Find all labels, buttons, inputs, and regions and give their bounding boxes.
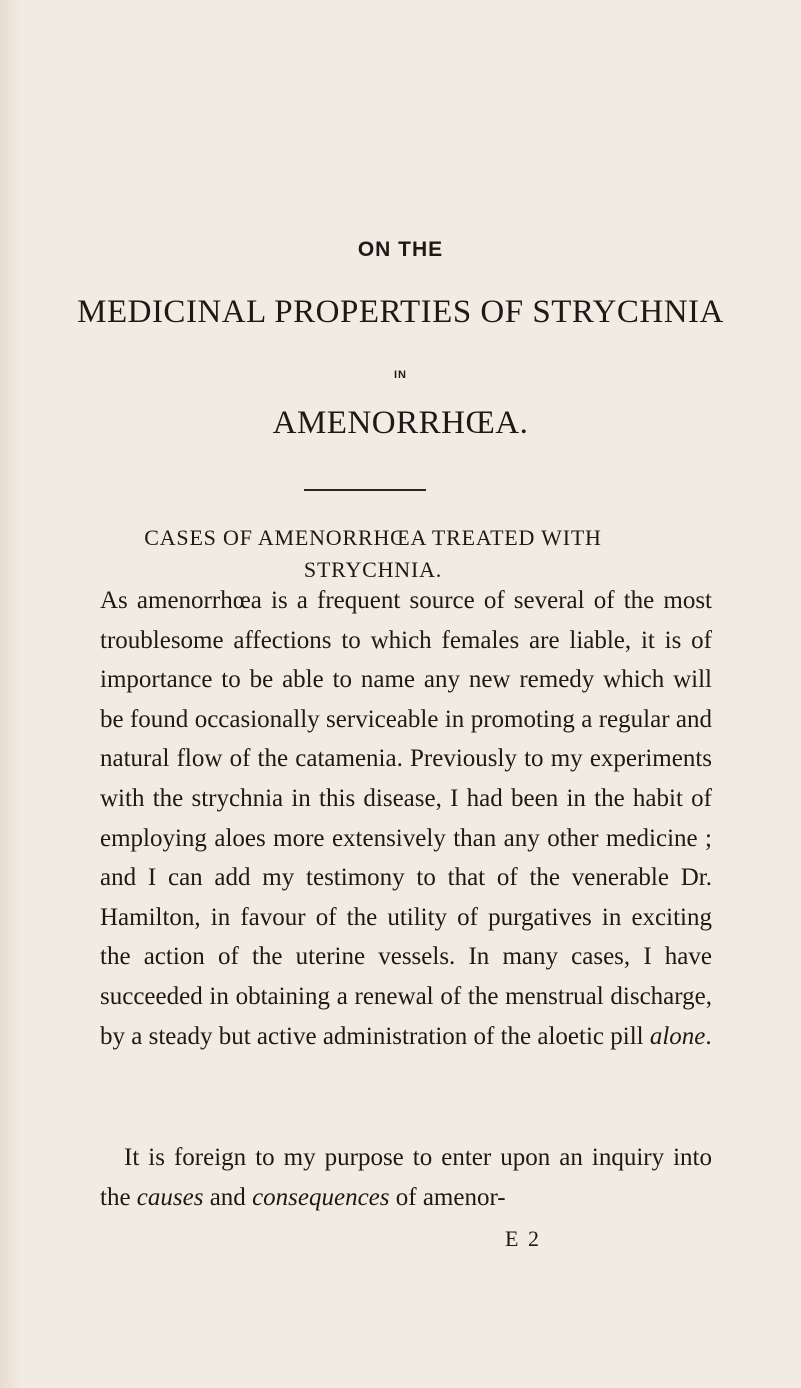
paragraph-2-text-2: and (203, 1183, 253, 1211)
paragraph-2-text-3: of amenor- (389, 1183, 506, 1211)
paragraph-1-italic-alone: alone (649, 1022, 706, 1050)
page-subtitle: AMENORRHŒA. (272, 405, 529, 441)
section-heading: CASES OF AMENORRHŒA TREATED WITH STRYCHNIA. (144, 525, 602, 582)
paragraph-2 (100, 1138, 712, 1217)
page-edge-shadow (0, 0, 22, 1388)
paragraph-1-text: As amenorrhœa is a frequent source of several of the most troublesome affections to which females are liable, it is of importance to be able to name any new remedy which will be found occasionally serviceable in promoting a regular and natural flow of the catamenia. Previously to my experiments with the strychnia in this disease, I had been in the habit of employing aloes more extensively than any other medicine ; and I can add my testimony to that of the venerable Dr. Hamilton, in favour of the utility of purgatives in exciting the action of the uterine vessels. In many cases, I have succeeded in obtaining a renewal of the menstrual discharge, by a steady but active administration of the aloetic pill (100, 587, 712, 1050)
paragraph-1-end: . (705, 1022, 712, 1050)
title-divider (304, 489, 426, 491)
paragraph-1 (100, 581, 712, 1056)
title-connector: IN (394, 369, 407, 381)
signature-mark: E 2 (505, 1226, 541, 1251)
paragraph-2-italic-causes: causes (136, 1183, 204, 1211)
paragraph-2-italic-consequences: consequences (252, 1183, 390, 1211)
title-kicker: ON THE (357, 238, 444, 261)
paragraph-2-text-1: It is foreign to my purpose to enter upon an inquiry into the (100, 1144, 712, 1211)
page-title: MEDICINAL PROPERTIES OF STRYCHNIA (77, 294, 724, 330)
